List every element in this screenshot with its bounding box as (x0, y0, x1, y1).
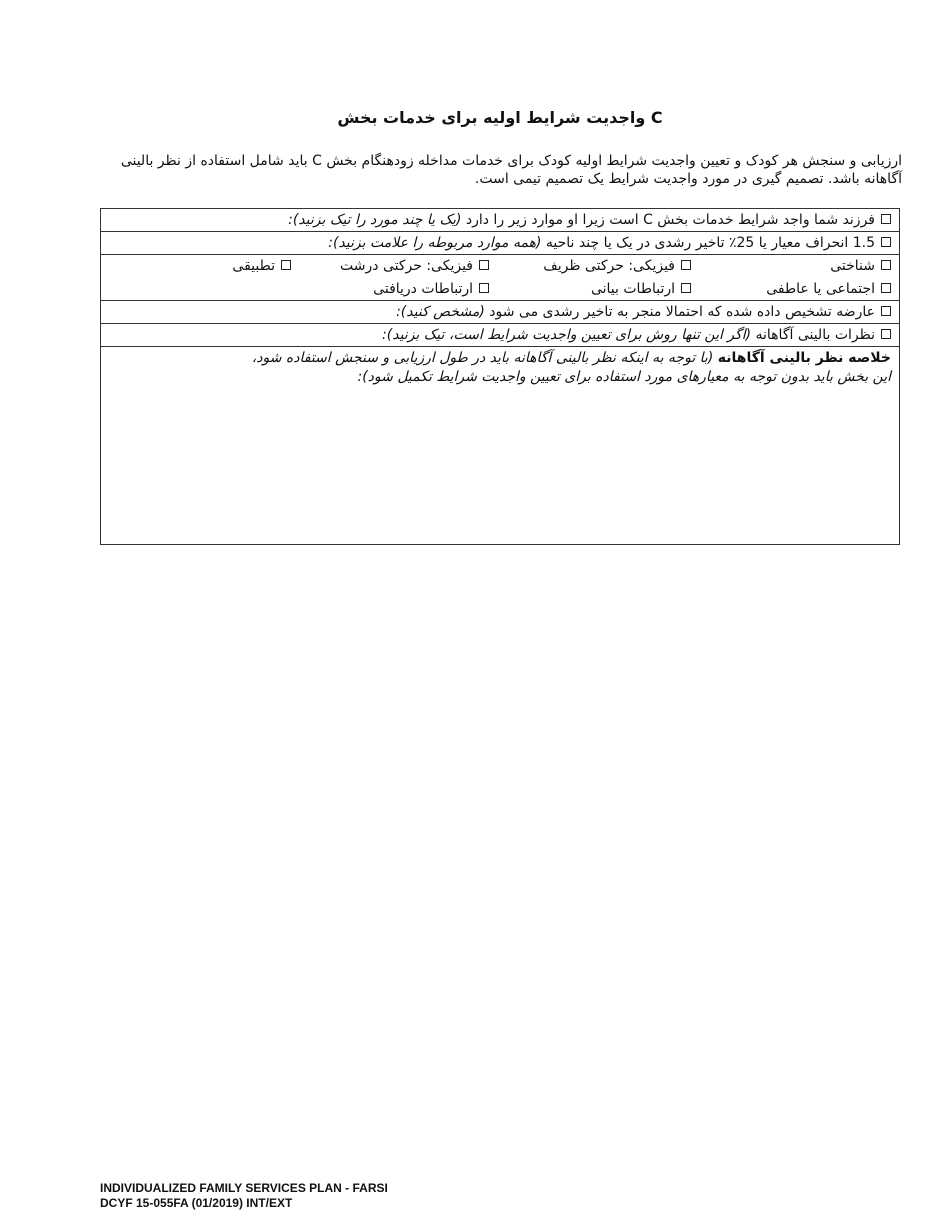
cognitive-label: شناختی (830, 258, 875, 274)
cognitive-checkbox[interactable] (881, 260, 891, 270)
delay-text: 1.5 انحراف معیار یا 25٪ تاخیر رشدی در یک یا چند ناحیه (541, 235, 875, 251)
diagnosed-row (101, 301, 899, 324)
eligibility-form (100, 208, 900, 545)
clinical-note: (اگر این تنها روش برای تعیین واجدیت شرایط است، تیک بزنید): (382, 327, 752, 343)
gross-motor-label: فیزیکی: حرکتی درشت (340, 258, 473, 274)
clinical-text: نظرات بالینی آگاهانه (751, 327, 875, 343)
eligible-note: (یک یا چند مورد را تیک بزنید): (288, 212, 462, 228)
domain-fine-motor (543, 255, 691, 277)
clinical-checkbox[interactable] (881, 329, 891, 339)
delay-checkbox[interactable] (881, 237, 891, 247)
page-title: واجدیت شرایط اولیه برای خدمات بخش C (337, 108, 663, 127)
fine-motor-label: فیزیکی: حرکتی ظریف (543, 258, 675, 274)
expressive-checkbox[interactable] (681, 283, 691, 293)
footer-form-title: INDIVIDUALIZED FAMILY SERVICES PLAN - FARSI (100, 1181, 388, 1195)
footer (100, 1181, 388, 1211)
domains-row (101, 255, 899, 301)
summary-note-1: (با توجه به اینکه نظر بالینی آگاهانه باید در طول ارزیابی و سنجش استفاده شود، (251, 350, 718, 366)
clinical-row (101, 324, 899, 347)
domain-adaptive (232, 255, 291, 277)
domain-cognitive (830, 255, 891, 277)
summary-field[interactable] (101, 347, 899, 544)
diagnosed-note: (مشخص کنید): (396, 304, 485, 320)
receptive-checkbox[interactable] (479, 283, 489, 293)
summary-note-2: این بخش باید بدون توجه به معیارهای مورد استفاده برای تعیین واجدیت شرایط تکمیل شود): (357, 369, 891, 385)
domain-expressive (591, 278, 691, 300)
fine-motor-checkbox[interactable] (681, 260, 691, 270)
summary-label: خلاصه نظر بالینی آگاهانه (717, 350, 891, 366)
eligible-checkbox[interactable] (881, 214, 891, 224)
adaptive-label: تطبیقی (232, 258, 275, 274)
domain-gross-motor (340, 255, 489, 277)
delay-row (101, 232, 899, 255)
expressive-label: ارتباطات بیانی (590, 281, 675, 297)
delay-note: (همه موارد مربوطه را علامت بزنید): (328, 235, 542, 251)
domain-social-emotional (766, 278, 891, 300)
gross-motor-checkbox[interactable] (479, 260, 489, 270)
eligible-row (101, 209, 899, 232)
diagnosed-checkbox[interactable] (881, 306, 891, 316)
diagnosed-text: عارضه تشخیص داده شده که احتمالا منجر به تاخیر رشدی می شود (484, 304, 875, 320)
eligible-text: فرزند شما واجد شرایط خدمات بخش C است زیرا او موارد زیر را دارد (461, 212, 875, 228)
social-emotional-checkbox[interactable] (881, 283, 891, 293)
receptive-label: ارتباطات دریافتی (373, 281, 473, 297)
intro-paragraph: ارزیابی و سنجش هر کودک و تعیین واجدیت شرایط اولیه کودک برای خدمات مداخله زودهنگام بخش C باید شامل استفاده از نظر بالینی آگاهانه باشد. تصمیم گیری در مورد واجدیت شرایط یک تصمیم تیمی است. (120, 153, 902, 187)
footer-form-number: DCYF 15-055FA (01/2019) INT/EXT (100, 1196, 293, 1210)
social-emotional-label: اجتماعی یا عاطفی (766, 281, 875, 297)
adaptive-checkbox[interactable] (281, 260, 291, 270)
domain-receptive (373, 278, 489, 300)
